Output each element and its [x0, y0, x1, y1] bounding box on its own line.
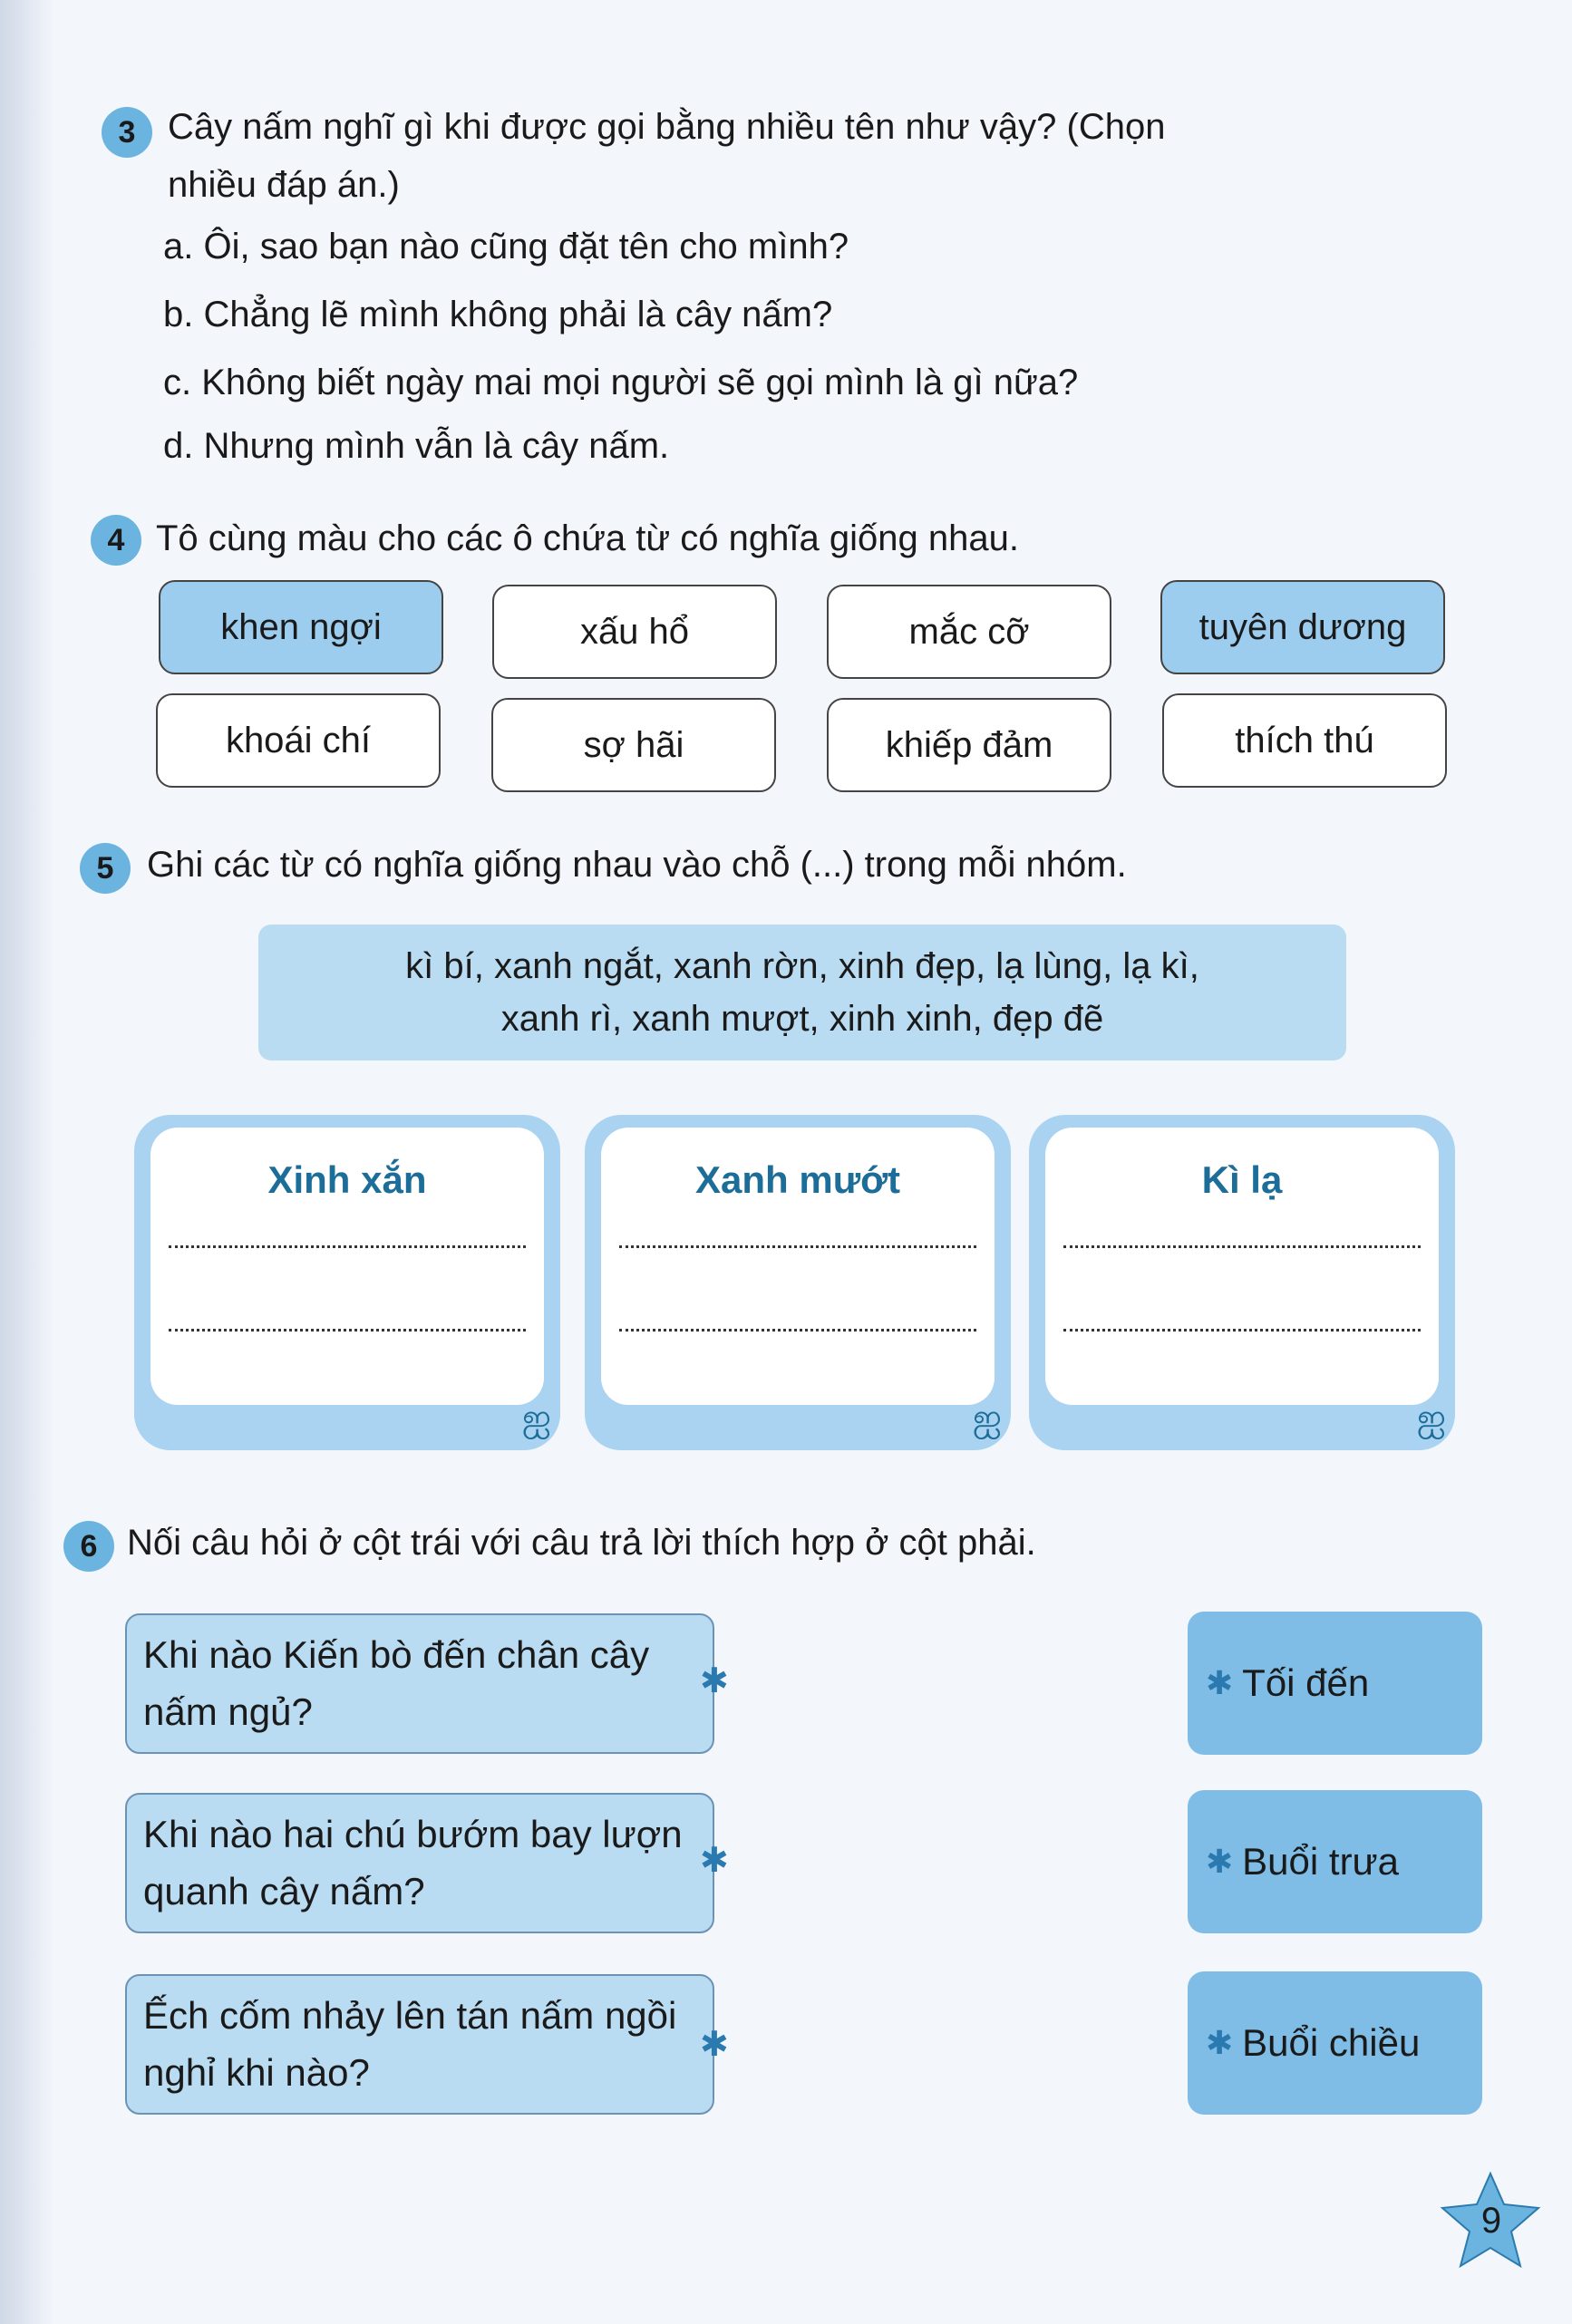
word-box[interactable]: khiếp đảm — [827, 698, 1111, 792]
question-3-line-1: Cây nấm nghĩ gì khi được gọi bằng nhiều tên như vậy? (Chọn — [168, 107, 1166, 147]
option-d[interactable]: d. Nhưng mình vẫn là cây nấm. — [163, 426, 670, 466]
match-answer-label: Buổi chiều — [1242, 2021, 1421, 2064]
answer-line[interactable] — [169, 1245, 526, 1248]
group-card-xinh-xan — [134, 1115, 560, 1450]
question-6-text: Nối câu hỏi ở cột trái với câu trả lời thích hợp ở cột phải. — [127, 1523, 1036, 1563]
match-answer[interactable] — [1188, 1971, 1482, 2115]
group-inner — [150, 1128, 544, 1405]
connector-dot-icon[interactable]: ✱ — [700, 2026, 729, 2064]
answer-line[interactable] — [169, 1329, 526, 1331]
connector-dot-icon[interactable]: ✱ — [700, 1662, 729, 1700]
question-5-number: 5 — [80, 843, 131, 894]
answer-line[interactable] — [1063, 1329, 1421, 1331]
question-6-number: 6 — [63, 1521, 114, 1572]
answer-line[interactable] — [619, 1245, 976, 1248]
match-answer-label: Buổi trưa — [1242, 1840, 1400, 1883]
question-4-text: Tô cùng màu cho các ô chứa từ có nghĩa giống nhau. — [156, 518, 1019, 558]
group-card-xanh-muot — [585, 1115, 1011, 1450]
butterfly-icon: ஐ — [972, 1398, 1002, 1438]
connector-dot-icon[interactable]: ✱ — [700, 1842, 729, 1880]
option-c[interactable]: c. Không biết ngày mai mọi người sẽ gọi mình là gì nữa? — [163, 363, 1079, 402]
word-box[interactable]: mắc cỡ — [827, 585, 1111, 679]
page-edge-shade — [0, 0, 54, 2324]
word-bank — [258, 925, 1346, 1060]
match-answer[interactable] — [1188, 1612, 1482, 1755]
group-inner — [1045, 1128, 1439, 1405]
butterfly-icon: ஐ — [1416, 1398, 1446, 1438]
question-5-text: Ghi các từ có nghĩa giống nhau vào chỗ (...) trong mỗi nhóm. — [147, 845, 1127, 885]
word-box[interactable]: khen ngợi — [159, 580, 443, 674]
butterfly-icon: ஐ — [521, 1398, 551, 1438]
word-box[interactable]: tuyên dương — [1160, 580, 1445, 674]
match-answer[interactable] — [1188, 1790, 1482, 1933]
group-title: Xinh xắn — [267, 1158, 427, 1201]
connector-dot-icon[interactable]: ✱ — [1206, 2024, 1234, 2061]
word-box[interactable]: thích thú — [1162, 693, 1447, 788]
word-box[interactable]: sợ hãi — [491, 698, 776, 792]
group-inner — [601, 1128, 995, 1405]
question-3-number: 3 — [102, 107, 152, 158]
connector-dot-icon[interactable]: ✱ — [1206, 1843, 1234, 1880]
word-bank-line-2: xanh rì, xanh mượt, xinh xinh, đẹp đẽ — [500, 999, 1104, 1039]
page-number: 9 — [1480, 2200, 1502, 2241]
match-question[interactable]: Khi nào Kiến bò đến chân cây nấm ngủ? — [125, 1613, 714, 1754]
match-question[interactable]: Khi nào hai chú bướm bay lượn quanh cây nấm? — [125, 1793, 714, 1933]
option-a[interactable]: a. Ôi, sao bạn nào cũng đặt tên cho mình? — [163, 227, 849, 266]
answer-line[interactable] — [619, 1329, 976, 1331]
word-bank-line-1: kì bí, xanh ngắt, xanh rờn, xinh đẹp, lạ lùng, lạ kì, — [405, 946, 1199, 986]
connector-dot-icon[interactable]: ✱ — [1206, 1664, 1234, 1701]
option-b[interactable]: b. Chẳng lẽ mình không phải là cây nấm? — [163, 295, 833, 334]
word-box[interactable]: khoái chí — [156, 693, 441, 788]
question-4-number: 4 — [91, 515, 141, 566]
match-answer-label: Tối đến — [1242, 1661, 1370, 1704]
group-card-ki-la — [1029, 1115, 1455, 1450]
question-3-line-2: nhiều đáp án.) — [168, 165, 400, 205]
answer-line[interactable] — [1063, 1245, 1421, 1248]
question-3-text — [168, 98, 1165, 214]
word-box[interactable]: xấu hổ — [492, 585, 777, 679]
group-title: Kì lạ — [1201, 1158, 1283, 1201]
match-question[interactable]: Ếch cốm nhảy lên tán nấm ngồi nghỉ khi nào? — [125, 1974, 714, 2115]
group-title: Xanh mướt — [695, 1158, 900, 1201]
